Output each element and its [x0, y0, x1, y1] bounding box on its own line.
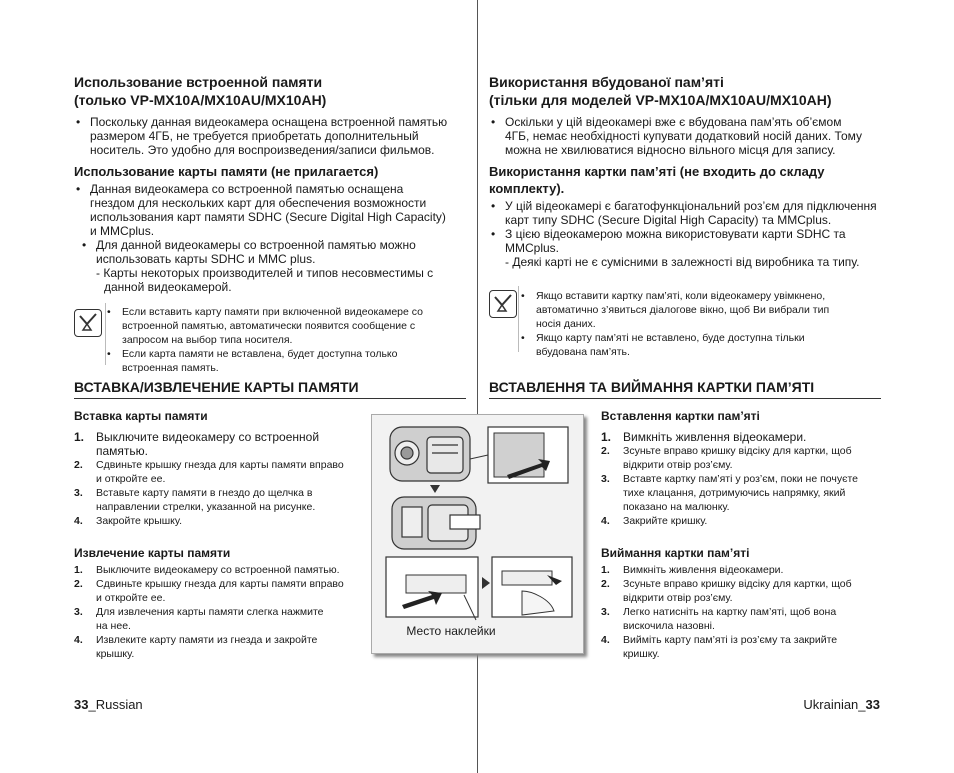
left-builtin-section — [74, 73, 469, 157]
left-card-title: Использование карты памяти (не прилагается) — [74, 164, 379, 179]
text-line: данной видеокамерой. — [104, 280, 232, 294]
text-line: Выключите видеокамеру со встроенной — [96, 430, 320, 444]
text-line: носія даних. — [536, 318, 596, 330]
text-line: Для извлечения карты памяти слегка нажмите — [96, 606, 324, 618]
text-line: відкрити отвір роз’єму. — [623, 592, 733, 604]
text-line: памятью. — [96, 444, 149, 458]
step-number: 4. — [601, 515, 610, 527]
text-line: MMCplus. — [505, 241, 560, 255]
text-line: использовать карты SDHC и MMC plus. — [96, 252, 316, 266]
camera-top-left — [390, 427, 470, 481]
right-eject-step-3 — [601, 605, 891, 633]
step-number: 3. — [601, 606, 610, 618]
text-line: Выключите видеокамеру со встроенной памятью. — [96, 564, 340, 576]
text-line: • Якщо вставити картку пам’яті, коли відеокамеру увімкнено, — [536, 290, 826, 302]
text-line: встроенной памятью, автоматически появится сообщение с — [122, 320, 416, 332]
right-note-bullet-2 — [518, 331, 888, 359]
figure-caption: Место наклейки — [406, 624, 496, 638]
text-line: 4ГБ, немає необхідності купувати додатковий носій даних. Тому — [505, 129, 862, 143]
footer-language: _Russian — [88, 697, 143, 712]
text-line: крышку. — [96, 648, 135, 660]
left-card-bullet-2 — [80, 238, 469, 294]
step-number: 1. — [601, 430, 612, 444]
right-card-title-2: комплекту). — [489, 181, 565, 196]
text-line: • Если карта памяти не вставлена, будет доступна только — [122, 348, 398, 360]
right-builtin-title-1: Використання вбудованої пам’яті — [489, 74, 724, 90]
right-card-bullet-1 — [489, 199, 889, 227]
step-number: 2. — [74, 459, 83, 471]
text-line: карт типу SDHC (Secure Digital High Capacity) та MMCplus. — [505, 213, 832, 227]
right-builtin-bullet — [489, 115, 889, 157]
step-number: 4. — [601, 634, 610, 646]
step-number: 2. — [601, 578, 610, 590]
right-builtin-section — [489, 73, 889, 157]
left-builtin-title-2: (только VP-MX10A/MX10AU/MX10AH) — [74, 92, 327, 108]
text-line: размером 4ГБ, не требуется приобретать дополнительный — [90, 129, 419, 143]
left-eject-step-1 — [74, 563, 364, 577]
text-line: можна не хвилюватися відносно вільного місця для запису. — [505, 143, 836, 157]
right-section-title: ВСТАВЛЕННЯ ТА ВИЙМАННЯ КАРТКИ ПАМ’ЯТІ — [489, 378, 881, 399]
left-note — [104, 305, 469, 375]
text-line: Вставьте карту памяти в гнездо до щелчка в — [96, 487, 313, 499]
text-line: гнездом для нескольких карт для обеспечения возможности — [90, 196, 427, 210]
right-insert-step-4 — [601, 514, 891, 528]
right-insert-step-3 — [601, 472, 891, 514]
step-number: 2. — [74, 578, 83, 590]
left-builtin-title-1: Использование встроенной памяти — [74, 74, 323, 90]
text-line: Вимкніть живлення відеокамери. — [623, 564, 784, 576]
left-eject-step-3 — [74, 605, 364, 633]
right-eject-step-1 — [601, 563, 891, 577]
right-note-bullet-1 — [518, 289, 888, 331]
text-line: носитель. Это удобно для воспроизведения/записи фильмов. — [90, 143, 435, 157]
left-section-title: ВСТАВКА/ИЗВЛЕЧЕНИЕ КАРТЫ ПАМЯТИ — [74, 378, 466, 399]
text-line: Зсуньте вправо кришку відсіку для картки, щоб — [623, 578, 852, 590]
text-line: • Поскольку данная видеокамера оснащена встроенной памятью — [90, 115, 448, 129]
right-card-title-1: Використання картки пам’яті (не входить до складу — [489, 164, 825, 179]
text-line: автоматично з’явиться діалогове вікно, щоб Ви вибрали тип — [536, 304, 830, 316]
page-number: 33 — [74, 697, 89, 712]
left-builtin-bullet — [74, 115, 469, 157]
right-insert-step-1 — [601, 430, 891, 444]
left-insert-step-3 — [74, 486, 364, 514]
text-line: кришку. — [623, 648, 660, 660]
right-card-section — [489, 163, 889, 269]
left-eject-section — [74, 545, 364, 661]
step-number: 1. — [74, 564, 83, 576]
text-line: Легко натисніть на картку пам’яті, щоб вона — [623, 606, 837, 618]
text-line: Закрийте кришку. — [623, 515, 708, 527]
text-line: • Оскільки у цій відеокамері вже є вбудована пам’ять об’ємом — [505, 115, 842, 129]
left-eject-title: Извлечение карты памяти — [74, 546, 231, 560]
left-insert-step-1 — [74, 430, 364, 458]
step-number: 3. — [74, 606, 83, 618]
leader-line — [470, 455, 488, 459]
step-number: 2. — [601, 445, 610, 457]
step-number: 3. — [74, 487, 83, 499]
text-line: встроенная память. — [122, 362, 219, 374]
left-insert-step-4 — [74, 514, 364, 528]
left-footer — [74, 697, 143, 713]
text-line: и откройте ее. — [96, 592, 166, 604]
camera-drawing — [372, 415, 583, 653]
text-line: - Карты некоторых производителей и типов несовместимы с — [96, 266, 434, 280]
text-line: • У цій відеокамері є багатофункціональний роз’єм для підключення — [505, 199, 877, 213]
down-arrow-icon — [430, 485, 440, 493]
text-line: Вставте картку пам’яті у роз’єм, поки не почуєте — [623, 473, 859, 485]
text-line: запросом на выбор типа носителя. — [122, 334, 293, 346]
text-line: Извлеките карту памяти из гнезда и закройте — [96, 634, 318, 646]
step-number: 1. — [601, 564, 610, 576]
right-eject-step-4 — [601, 633, 891, 661]
text-line: - Деякі карті не є сумісними в залежності від виробника та типу. — [505, 255, 860, 269]
right-insert-title: Вставлення картки пам’яті — [601, 409, 760, 423]
right-card-bullet-2 — [489, 227, 889, 269]
column-divider — [477, 0, 478, 773]
left-note-bullet-2 — [104, 347, 469, 375]
text-line: • Якщо карту пам’яті не вставлено, буде доступна тільки — [536, 332, 805, 344]
right-footer — [803, 697, 880, 713]
right-eject-title: Виймання картки пам’яті — [601, 546, 750, 560]
camera-middle — [392, 497, 480, 549]
right-builtin-title-2: (тільки для моделей VP-MX10A/MX10AU/MX10AH) — [489, 92, 832, 108]
left-insert-step-2 — [74, 458, 364, 486]
step-number: 4. — [74, 634, 83, 646]
text-line: использования карт памяти SDHC (Secure Digital High Capacity) — [90, 210, 446, 224]
left-insert-title: Вставка карты памяти — [74, 409, 208, 423]
text-line: тихе клацання, дотримуючись напрямку, який — [623, 487, 846, 499]
text-line: • З цією відеокамерою можна використовувати карти SDHC та — [505, 227, 846, 241]
left-card-section — [74, 163, 469, 294]
text-line: Закройте крышку. — [96, 515, 182, 527]
note-icon — [489, 290, 517, 318]
text-line: • Если вставить карту памяти при включенной видеокамере со — [122, 306, 423, 318]
left-eject-step-4 — [74, 633, 364, 661]
left-note-bullet-1 — [104, 305, 469, 347]
text-line: Сдвиньте крышку гнезда для карты памяти вправо — [96, 459, 344, 471]
text-line: • Данная видеокамера со встроенной памятью оснащена — [90, 182, 404, 196]
step-number: 1. — [74, 430, 85, 444]
step-number: 3. — [601, 473, 610, 485]
text-line: • Для данной видеокамеры со встроенной памятью можно — [96, 238, 416, 252]
right-eject-section — [601, 545, 891, 661]
camera-illustration — [371, 414, 584, 654]
text-line: відкрити отвір роз’єму. — [623, 459, 733, 471]
step-number: 4. — [74, 515, 83, 527]
right-arrow-icon — [482, 577, 490, 589]
text-line: и откройте ее. — [96, 473, 166, 485]
text-line: вбудована пам’ять. — [536, 346, 630, 358]
slot-cover — [494, 433, 544, 477]
text-line: вискочила назовні. — [623, 620, 715, 632]
text-line: показано на малюнку. — [623, 501, 730, 513]
text-line: на нее. — [96, 620, 131, 632]
right-eject-step-2 — [601, 577, 891, 605]
text-line: Вимкніть живлення відеокамери. — [623, 430, 807, 444]
left-eject-step-2 — [74, 577, 364, 605]
text-line: Сдвиньте крышку гнезда для карты памяти вправо — [96, 578, 344, 590]
footer-language: Ukrainian_ — [803, 697, 866, 712]
right-insert-step-2 — [601, 444, 891, 472]
right-note — [518, 289, 888, 359]
text-line: и MMCplus. — [90, 224, 155, 238]
left-card-bullet-1 — [74, 182, 469, 238]
text-line: Зсуньте вправо кришку відсіку для картки, щоб — [623, 445, 852, 457]
left-insert-section — [74, 408, 364, 528]
text-line: Вийміть карту пам’яті із роз’єму та закрийте — [623, 634, 838, 646]
note-icon — [74, 309, 102, 337]
text-line: направлении стрелки, указанной на рисунке. — [96, 501, 316, 513]
page-number: 33 — [865, 697, 880, 712]
right-insert-section — [601, 408, 891, 528]
